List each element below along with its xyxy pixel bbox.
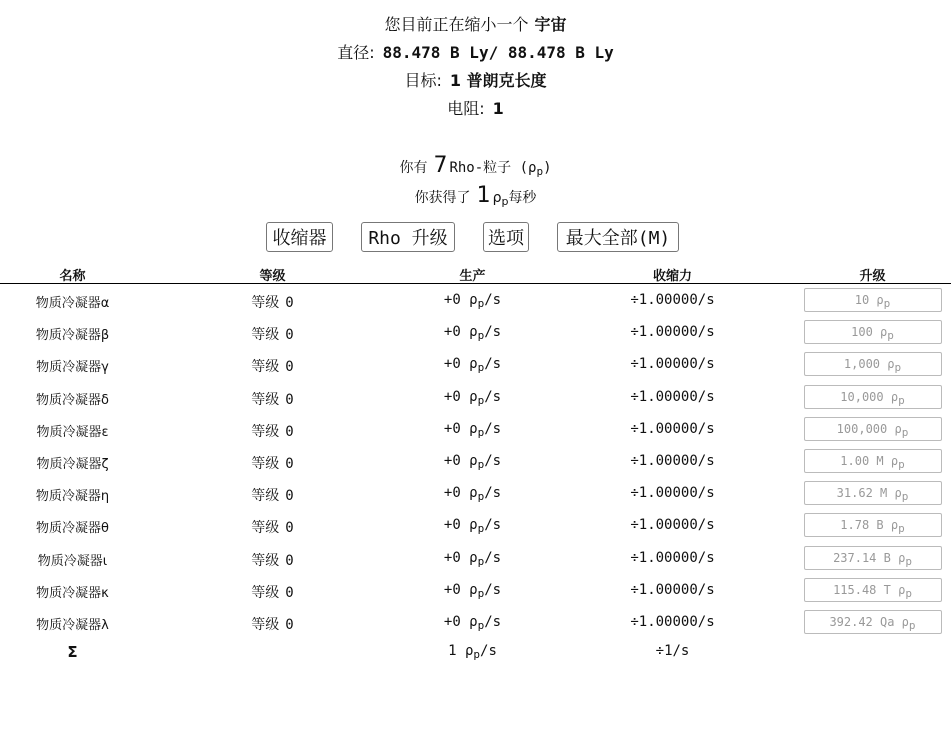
condenser-production: +0 $\rho_p/s$: [443, 356, 502, 375]
upgrade-cell: [800, 546, 945, 570]
max-all-button[interactable]: 最大全部(M): [557, 222, 679, 252]
sum-shrink: ÷1/s: [655, 643, 690, 659]
condenser-name: 物质冷凝器α: [35, 296, 110, 311]
condenser-name: 物质冷凝器δ: [36, 392, 109, 408]
condenser-shrink: ÷1.00000/s: [630, 356, 715, 373]
upgrade-cell: [800, 417, 945, 441]
rho-upgrade-tab-button[interactable]: Rho 升级: [361, 222, 455, 252]
condenser-name: 物质冷凝器θ: [36, 521, 109, 537]
upgrade-button[interactable]: 115.48 T $\rho_p$: [804, 578, 942, 602]
upgrade-button[interactable]: 1.00 M $\rho_p$: [804, 449, 942, 473]
condenser-production: +0 $\rho_p/s$: [443, 452, 502, 471]
condenser-level: 等级 0: [251, 455, 294, 472]
diameter-label: 直径:: [337, 43, 375, 62]
gain-suffix: 每秒: [508, 190, 537, 206]
header-level: 等级: [259, 269, 286, 284]
upgrade-cell: [800, 578, 945, 602]
condenser-name: 物质冷凝器ζ: [36, 456, 109, 472]
table-row: [0, 382, 951, 414]
condenser-production: +0 $\rho_p/s$: [443, 517, 502, 536]
upgrade-cell: [800, 385, 945, 409]
sum-label: Σ: [67, 643, 78, 661]
upgrade-cell: [800, 352, 945, 376]
resistance-value: 1: [492, 99, 504, 118]
table-header: [0, 265, 951, 284]
condenser-level: 等级 0: [251, 584, 294, 601]
upgrade-button[interactable]: 392.42 Qa $\rho_p$: [804, 610, 942, 634]
condenser-level: 等级 0: [251, 295, 294, 311]
condenser-level: 等级 0: [251, 391, 294, 408]
table-row: [0, 349, 951, 381]
condenser-shrink: ÷1.00000/s: [630, 292, 715, 308]
condenser-name: 物质冷凝器κ: [36, 585, 109, 601]
header-shrink: 收缩力: [652, 269, 692, 284]
upgrade-button[interactable]: 1.78 B $\rho_p$: [804, 513, 942, 537]
resistance-label: 电阻:: [447, 99, 485, 118]
upgrade-button[interactable]: 10 $\rho_p$: [804, 288, 942, 312]
condenser-level: 等级 0: [251, 423, 294, 440]
shrinking-status: [0, 12, 951, 35]
upgrade-button[interactable]: 100,000 $\rho_p$: [804, 417, 942, 441]
upgrade-button[interactable]: 1,000 $\rho_p$: [804, 352, 942, 376]
gain-unit: $\rho_p$: [492, 190, 509, 208]
table-row: [0, 543, 951, 575]
table-row: [0, 510, 951, 542]
header-upgrade: 升级: [859, 269, 886, 284]
upgrade-cell: [800, 513, 945, 537]
goal-value: 1 普朗克长度: [449, 71, 547, 90]
options-tab-button[interactable]: 选项: [483, 222, 529, 252]
table-row: [0, 478, 951, 510]
condenser-shrink: ÷1.00000/s: [630, 388, 715, 405]
upgrade-cell: [800, 320, 945, 344]
condenser-production: +0 $\rho_p/s$: [443, 324, 502, 343]
condenser-name: 物质冷凝器β: [35, 328, 110, 344]
condenser-level: 等级 0: [251, 327, 294, 344]
upgrade-cell: [800, 288, 945, 312]
upgrade-button[interactable]: 31.62 M $\rho_p$: [804, 481, 942, 505]
resistance-line: [0, 96, 951, 119]
have-prefix: 你有: [399, 160, 428, 176]
condenser-level: 等级 0: [251, 520, 294, 537]
rho-rate: [0, 183, 951, 208]
condenser-production: +0 $\rho_p/s$: [443, 420, 502, 439]
sum-row: [0, 643, 951, 665]
condenser-shrink: ÷1.00000/s: [630, 420, 715, 437]
upgrade-cell: [800, 610, 945, 634]
upgrade-cell: [800, 481, 945, 505]
table-row: [0, 446, 951, 478]
condenser-shrink: ÷1.00000/s: [630, 581, 715, 598]
gain-prefix: 你获得了: [414, 190, 471, 206]
shrinking-target: 宇宙: [534, 15, 567, 34]
table-row: [0, 575, 951, 607]
condenser-shrink: ÷1.00000/s: [630, 549, 715, 566]
condenser-production: +0 $\rho_p/s$: [443, 388, 502, 407]
condenser-name: 物质冷凝器ι: [37, 553, 108, 569]
shrinking-prefix: 您目前正在缩小一个: [384, 15, 529, 34]
condenser-shrink: ÷1.00000/s: [630, 517, 715, 534]
rho-balance: [0, 153, 951, 178]
condenser-level: 等级 0: [251, 616, 294, 633]
header-production: 生产: [459, 269, 486, 284]
upgrade-button[interactable]: 100 $\rho_p$: [804, 320, 942, 344]
table-row: [0, 317, 951, 349]
goal-label: 目标:: [404, 71, 442, 90]
diameter-value: 88.478 B Ly/ 88.478 B Ly: [382, 43, 614, 62]
gain-amount: 1: [476, 183, 491, 208]
condenser-shrink: ÷1.00000/s: [630, 452, 715, 469]
condenser-production: +0 $\rho_p/s$: [443, 292, 502, 310]
have-unit: Rho-粒子 $(\rho_p)$: [449, 160, 552, 178]
condenser-shrink: ÷1.00000/s: [630, 485, 715, 502]
condenser-production: +0 $\rho_p/s$: [443, 485, 502, 504]
condenser-name: 物质冷凝器ε: [36, 424, 109, 440]
diameter-line: [0, 40, 951, 63]
condenser-production: +0 $\rho_p/s$: [443, 581, 502, 600]
condenser-list: [0, 285, 951, 639]
condenser-production: +0 $\rho_p/s$: [443, 549, 502, 568]
table-row: [0, 285, 951, 317]
condenser-production: +0 $\rho_p/s$: [443, 613, 502, 632]
condenser-name: 物质冷凝器λ: [36, 617, 109, 633]
condenser-shrink: ÷1.00000/s: [630, 613, 715, 630]
condenser-name: 物质冷凝器γ: [36, 360, 109, 376]
condenser-level: 等级 0: [251, 359, 294, 376]
upgrade-cell: [800, 449, 945, 473]
condenser-shrink: ÷1.00000/s: [630, 324, 715, 341]
have-amount: 7: [433, 153, 448, 178]
upgrade-button[interactable]: 237.14 B $\rho_p$: [804, 546, 942, 570]
condenser-level: 等级 0: [251, 488, 294, 505]
shrinker-tab-button[interactable]: 收缩器: [266, 222, 333, 252]
sum-production: 1 $\rho_p/s$: [448, 643, 497, 661]
upgrade-button[interactable]: 10,000 $\rho_p$: [804, 385, 942, 409]
table-row: [0, 607, 951, 639]
table-row: [0, 414, 951, 446]
condenser-level: 等级 0: [251, 552, 294, 569]
goal-line: [0, 68, 951, 91]
condenser-name: 物质冷凝器η: [35, 489, 110, 505]
header-name: 名称: [59, 269, 86, 284]
